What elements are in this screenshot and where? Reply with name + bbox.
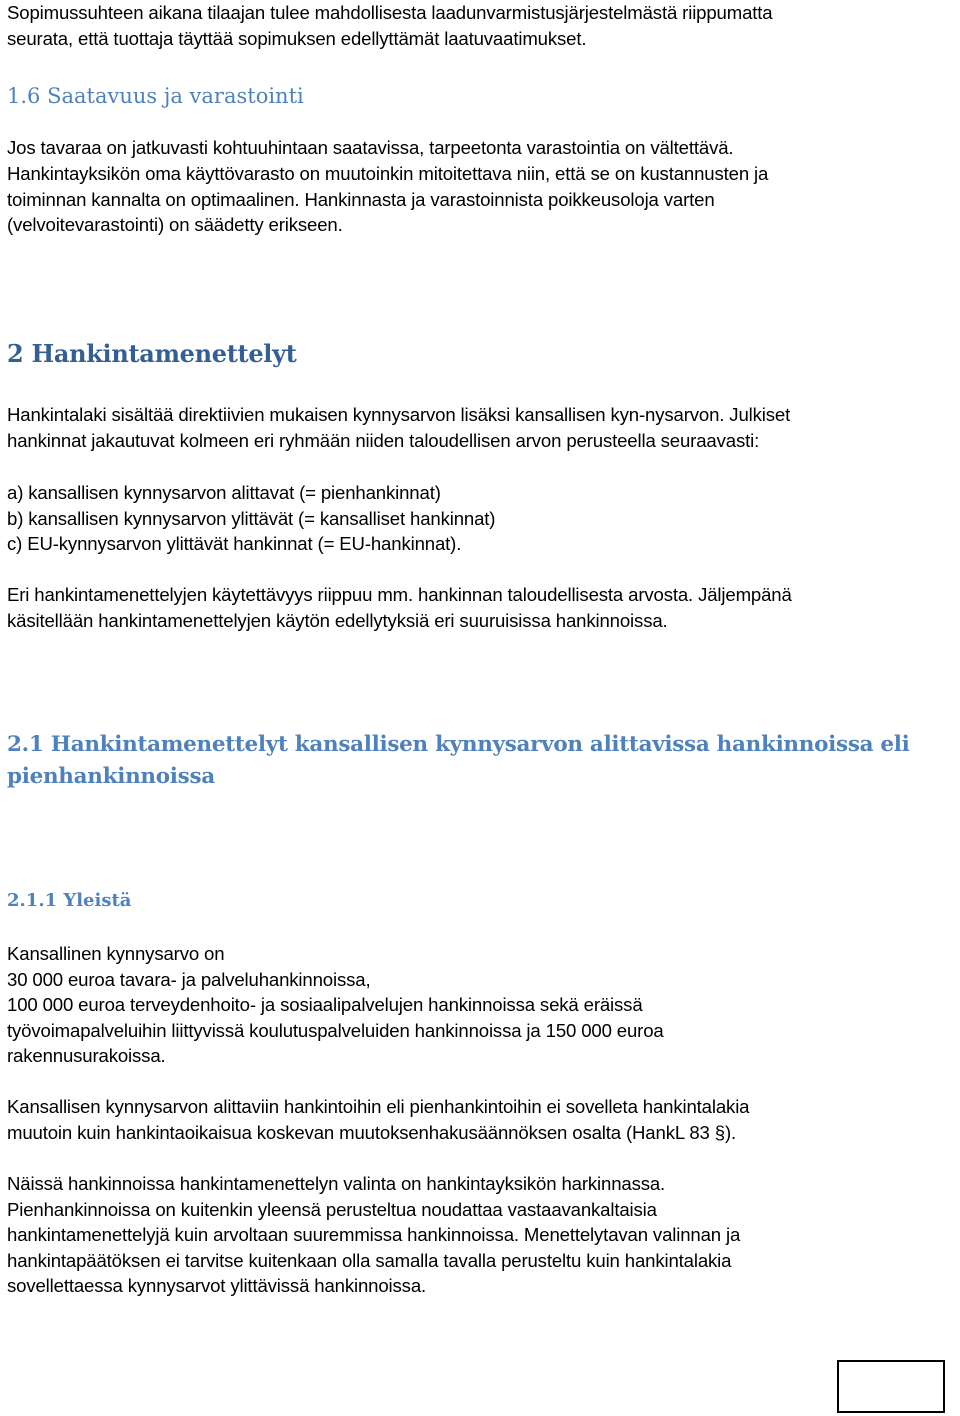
section-heading-1-6: 1.6 Saatavuus ja varastointi bbox=[7, 84, 304, 108]
page-number-box bbox=[837, 1360, 945, 1413]
heading-line: 2.1 Hankintamenettelyt kansallisen kynnysarvon alittavissa hankinnoissa eli bbox=[7, 732, 910, 757]
section-heading-2-1 bbox=[7, 729, 957, 793]
list-item: a) kansallisen kynnysarvon alittavat (= pienhankinnat) bbox=[7, 482, 441, 503]
text-line: Kansallisen kynnysarvon alittaviin hankintoihin eli pienhankintoihin ei sovelleta hankintalakia bbox=[7, 1096, 750, 1117]
text-line: hankintamenettelyjä kuin arvoltaan suuremmissa hankinnoissa. Menettelytavan valinnan ja bbox=[7, 1224, 741, 1245]
text-line: Pienhankinnoissa on kuitenkin yleensä perusteltua noudattaa vastaavankaltaisia bbox=[7, 1198, 657, 1220]
section-2-1-1-paragraph-2 bbox=[7, 1094, 957, 1145]
text-line: Eri hankintamenettelyjen käytettävyys riippuu mm. hankinnan taloudellisesta arvosta. Jäljempänä bbox=[7, 584, 792, 605]
text-line: hankinnat jakautuvat kolmeen eri ryhmään niiden taloudellisen arvon perusteella seuraavasti: bbox=[7, 429, 760, 451]
section-heading-2-1-1: 2.1.1 Yleistä bbox=[7, 890, 132, 911]
section-1-6-paragraph-2 bbox=[7, 161, 957, 238]
section-2-1-1-paragraph-1 bbox=[7, 941, 957, 1069]
section-1-6-paragraph-1: Jos tavaraa on jatkuvasti kohtuuhintaan saatavissa, tarpeetonta varastointia on vältettävä. bbox=[7, 137, 734, 158]
heading-line: pienhankinnoissa bbox=[7, 764, 215, 789]
section-heading-2: 2 Hankintamenettelyt bbox=[7, 339, 297, 368]
text-line: Sopimussuhteen aikana tilaajan tulee mahdollisesta laadunvarmistusjärjestelmästä riippumatta bbox=[7, 2, 773, 23]
text-line: seurata, että tuottaja täyttää sopimuksen edellyttämät laatuvaatimukset. bbox=[7, 27, 587, 49]
text-line: hankintapäätöksen ei tarvitse kuitenkaan olla samalla tavalla perusteltu kuin hankintalakia bbox=[7, 1249, 732, 1271]
text-line: työvoimapalveluihin liittyvissä koulutuspalveluiden hankinnoissa ja 150 000 euroa bbox=[7, 1019, 664, 1041]
section-2-paragraph-1 bbox=[7, 402, 957, 453]
text-line: Hankintalaki sisältää direktiivien mukaisen kynnysarvon lisäksi kansallisen kyn-nysarvon. Julkiset bbox=[7, 404, 791, 425]
intro-paragraph bbox=[7, 0, 957, 51]
list-item: c) EU-kynnysarvon ylittävät hankinnat (= EU-hankinnat). bbox=[7, 533, 462, 554]
text-line: muutoin kuin hankintaoikaisua koskevan muutoksenhakusäännöksen osalta (HankL 83 §). bbox=[7, 1121, 737, 1143]
section-2-list bbox=[7, 480, 957, 557]
text-line: Näissä hankinnoissa hankintamenettelyn valinta on hankintayksikön harkinnassa. bbox=[7, 1173, 666, 1194]
section-2-1-1-paragraph-3 bbox=[7, 1171, 957, 1299]
text-line: 100 000 euroa terveydenhoito- ja sosiaalipalvelujen hankinnoissa sekä eräissä bbox=[7, 994, 643, 1015]
text-line: Kansallinen kynnysarvo on bbox=[7, 943, 225, 964]
text-line: (velvoitevarastointi) on säädetty erikseen. bbox=[7, 214, 343, 235]
text-line: 30 000 euroa tavara- ja palveluhankinnoissa, bbox=[7, 968, 371, 990]
section-2-paragraph-2 bbox=[7, 582, 957, 633]
text-line: toiminnan kannalta on optimaalinen. Hankinnasta ja varastoinnista poikkeusoloja varten bbox=[7, 188, 715, 210]
text-line: käsitellään hankintamenettelyjen käytön edellytyksiä eri suuruisissa hankinnoissa. bbox=[7, 609, 668, 631]
text-line: rakennusurakoissa. bbox=[7, 1045, 166, 1066]
list-item: b) kansallisen kynnysarvon ylittävät (= kansalliset hankinnat) bbox=[7, 507, 496, 529]
text-line: sovellettaessa kynnysarvot ylittävissä hankinnoissa. bbox=[7, 1275, 427, 1296]
text-line: Hankintayksikön oma käyttövarasto on muutoinkin mitoitettava niin, että se on kustannusten ja bbox=[7, 163, 769, 184]
